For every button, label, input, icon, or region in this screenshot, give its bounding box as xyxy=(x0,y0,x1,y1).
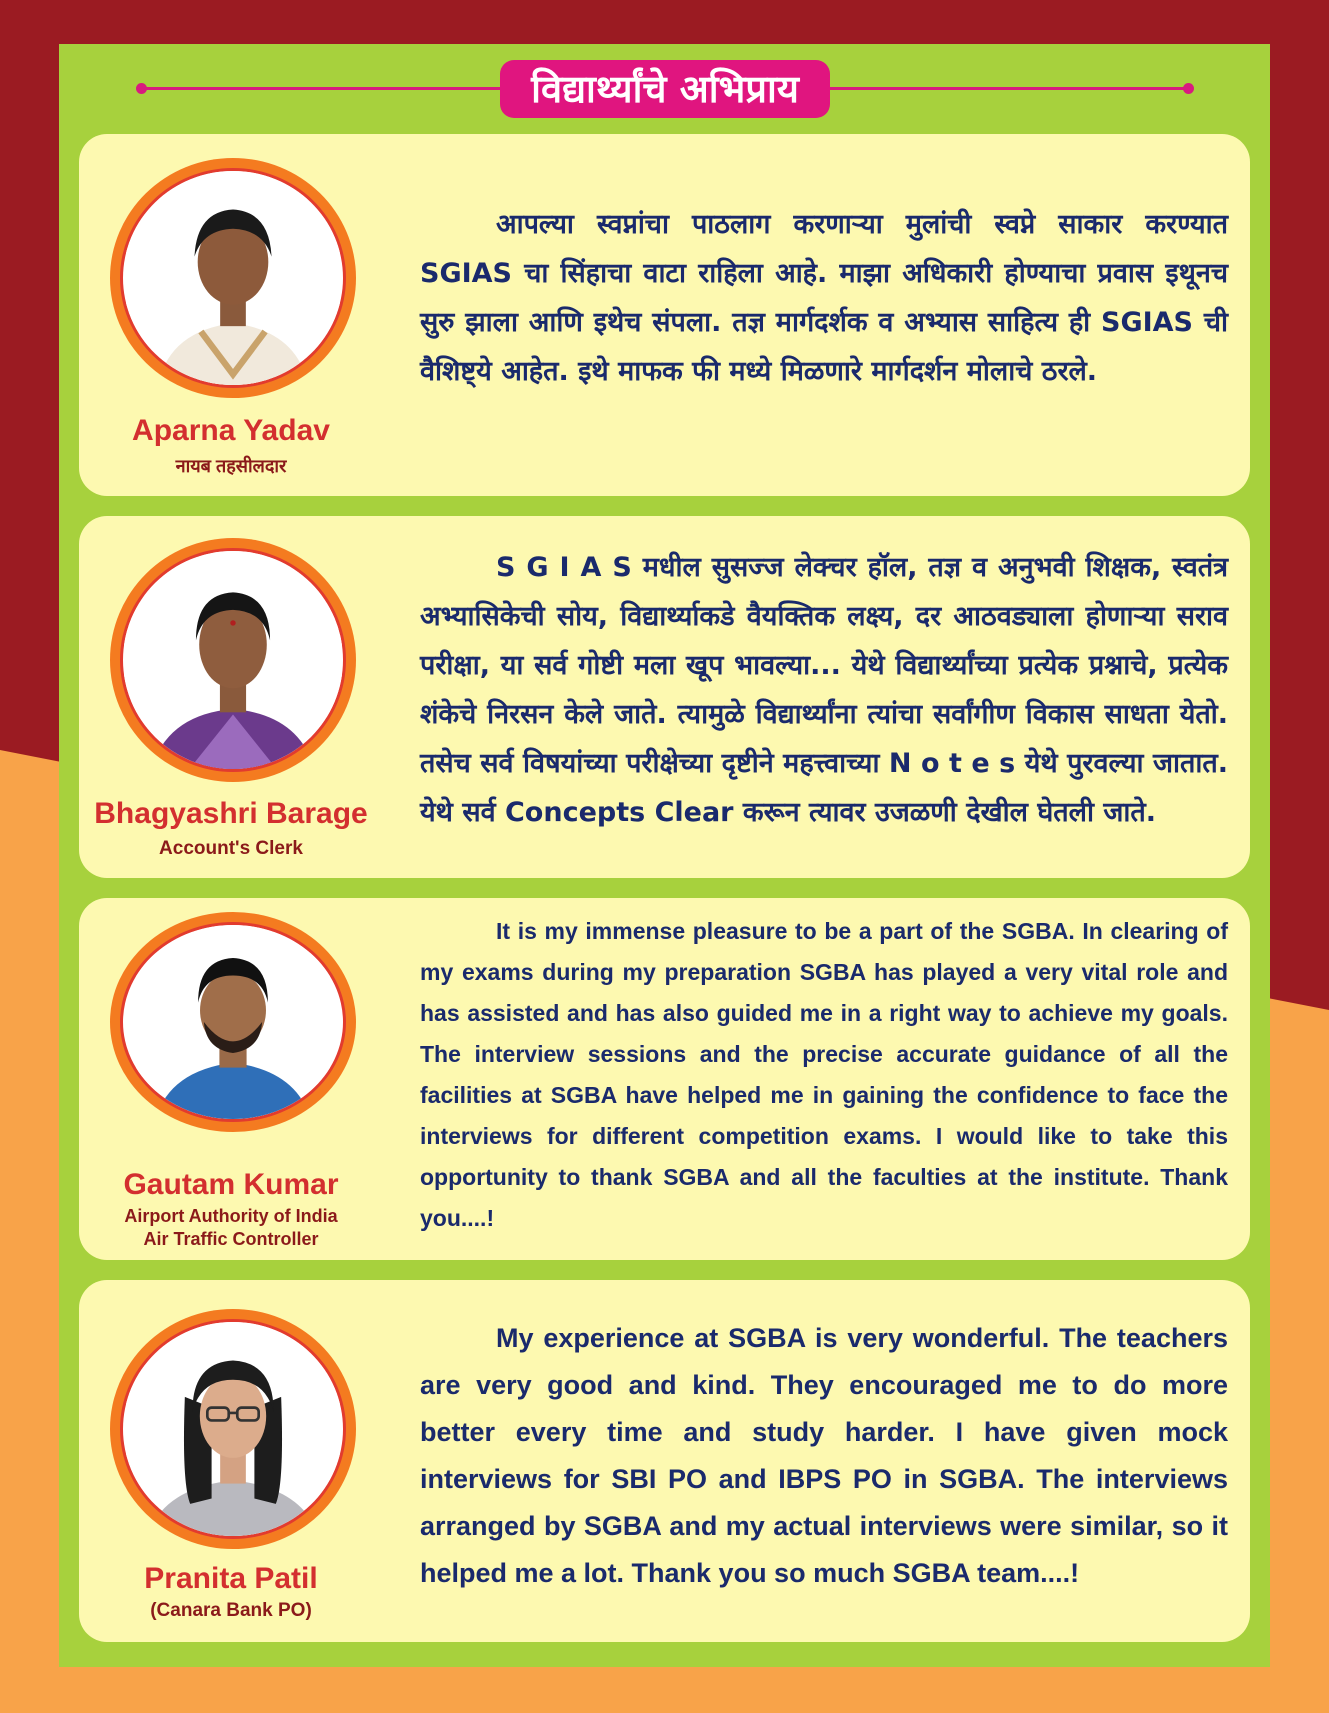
role-aparna: नायब तहसीलदार xyxy=(175,456,287,476)
quote-gautam: It is my immense pleasure to be a part of the SGBA. In clearing of my exams during my preparation SGBA has played a very vital role and has assisted and has also guided me in a right way to achieve my goals. The interview sessions and the precise accurate guidance of all the facilities at SGBA have helped me in gaining the confidence to face the interviews for different competition exams. I would like to take this opportunity to thank SGBA and all the faculties at the institute. Thank you....! xyxy=(420,918,1228,1231)
avatar-pranita xyxy=(110,1309,356,1549)
role-bhagyashri: Account's Clerk xyxy=(159,838,303,859)
name-pranita-patil: Pranita Patil xyxy=(144,1562,318,1595)
header-line-left xyxy=(142,87,500,90)
portrait-gautam xyxy=(123,925,343,1119)
name-bhagyashri-barage: Bhagyashri Barage xyxy=(94,797,368,830)
name-aparna-yadav: Aparna Yadav xyxy=(132,414,330,447)
name-gautam-kumar: Gautam Kumar xyxy=(123,1168,339,1201)
role-gautam-line1: Airport Authority of India xyxy=(124,1206,338,1226)
portrait-pranita xyxy=(123,1322,343,1536)
portrait-aparna xyxy=(123,171,343,385)
quote-pranita: My experience at SGBA is very wonderful. The teachers are very good and kind. They encouraged me to do more better every time and study harder. I have given mock interviews for SBI PO and IBPS PO in SGBA. The interviews arranged by SGBA and my actual interviews were similar, so it helped me a lot. Thank you so much SGBA team....! xyxy=(420,1323,1228,1588)
avatar-gautam xyxy=(110,912,356,1132)
portrait-bhagyashri xyxy=(123,551,343,769)
avatar-aparna xyxy=(110,158,356,398)
page-title: विद्यार्थ्यांचे अभिप्राय xyxy=(500,60,830,118)
quote-aparna: आपल्या स्वप्नांचा पाठलाग करणाऱ्या मुलांची स्वप्ने साकार करण्यात SGIAS चा सिंहाचा वाटा राहिला आहे. माझा अधिकारी होण्याचा प्रवास इथूनच सुरु झाला आणि इथेच संपला. तज्ञ मार्गदर्शक व अभ्यास साहित्य ही SGIAS ची वैशिष्ट्ये आहेत. इथे माफक फी मध्ये मिळणारे मार्गदर्शन मोलाचे ठरले. xyxy=(420,209,1228,387)
role-gautam-line2: Air Traffic Controller xyxy=(143,1229,319,1249)
avatar-bhagyashri xyxy=(110,538,356,782)
header-line-dot-right xyxy=(1183,83,1194,94)
header-line-right xyxy=(830,87,1188,90)
role-pranita: (Canara Bank PO) xyxy=(150,1600,312,1621)
quote-bhagyashri: S G I A S मधील सुसज्ज लेक्चर हॉल, तज्ञ व अनुभवी शिक्षक, स्वतंत्र अभ्यासिकेची सोय, विद्यार्थ्याकडे वैयक्तिक लक्ष्य, दर आठवड्याला होणाऱ्या सराव परीक्षा, या सर्व गोष्टी मला खूप भावल्या... येथे विद्यार्थ्यांच्या प्रत्येक प्रश्नाचे, प्रत्येक शंकेचे निरसन केले जाते. त्यामुळे विद्यार्थ्यांना त्यांचा सर्वांगीण विकास साधता येतो. तसेच सर्व विषयांच्या परीक्षेच्या दृष्टीने महत्त्वाच्या N o t e s येथे पुरवल्या जातात. येथे सर्व Concepts Clear करून त्यावर उजळणी देखील घेतली जाते. xyxy=(420,552,1228,828)
